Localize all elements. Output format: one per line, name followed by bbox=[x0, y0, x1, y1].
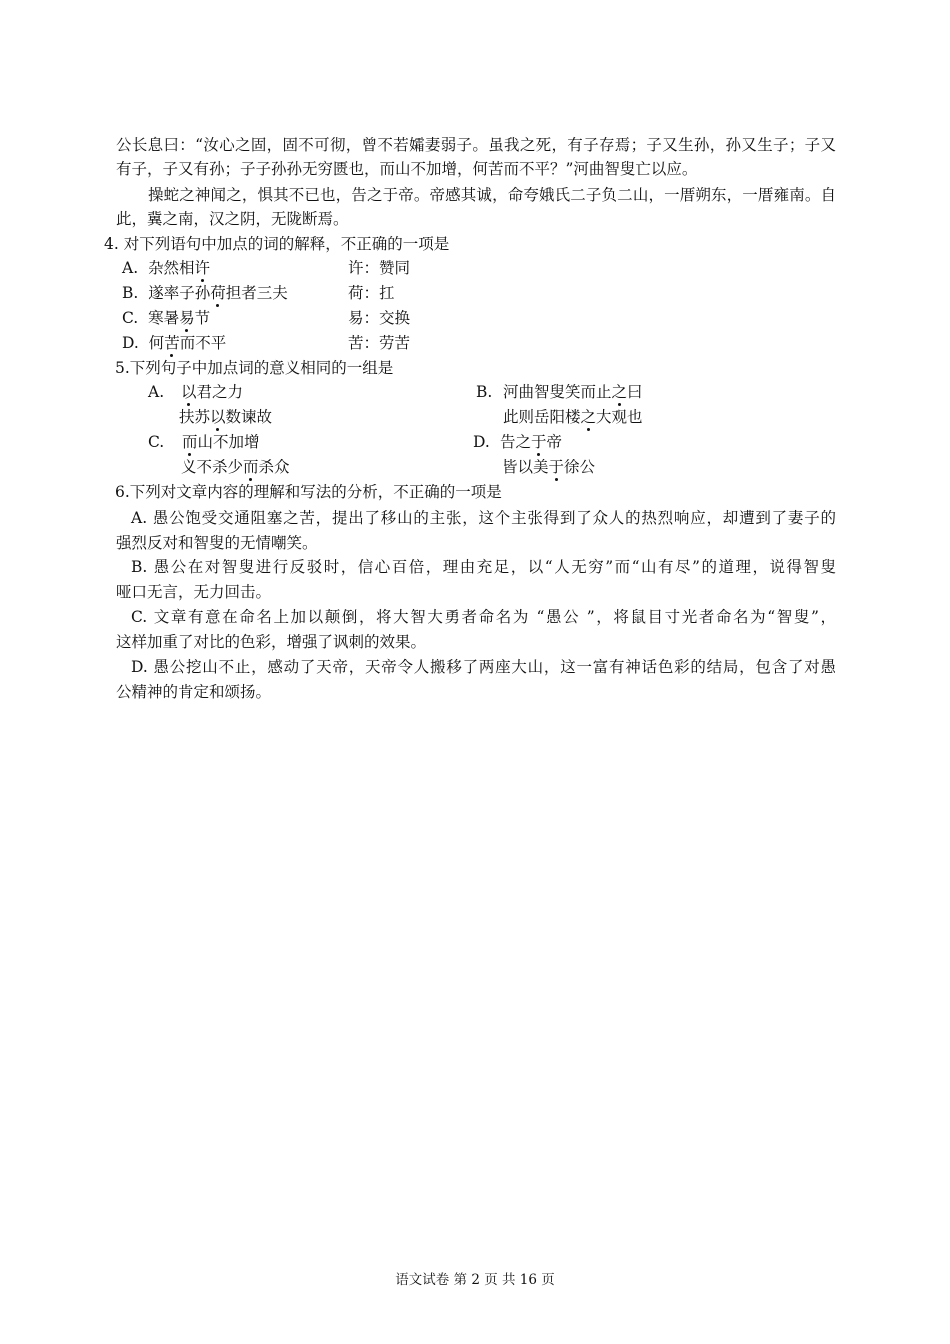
q6-option-b-cont: 哑口无言，无力回击。 bbox=[116, 583, 272, 601]
q5-option-d-letter[interactable]: D. bbox=[473, 433, 490, 451]
q4-option-b[interactable]: B. 遂率子孙荷担者三夫 bbox=[122, 284, 288, 302]
q6-option-c-cont: 这样加重了对比的色彩，增强了讽刺的效果。 bbox=[116, 633, 427, 651]
q4-option-c[interactable]: C. 寒暑易节 bbox=[122, 309, 211, 327]
dotted-word: 之 bbox=[580, 408, 597, 426]
q6-option-d[interactable]: D. 愚公挖山不止，感动了天帝，天帝令人搬移了两座大山，这一富有神话色彩的结局，包含了对愚 bbox=[131, 658, 836, 676]
dotted-word: 以 bbox=[210, 408, 226, 426]
dotted-word: 易 bbox=[179, 309, 195, 327]
q5-option-c-line2: 义不杀少而杀众 bbox=[181, 458, 290, 476]
q4-option-a[interactable]: A. 杂然相许 bbox=[122, 259, 211, 277]
dotted-word: 而 bbox=[243, 458, 259, 476]
q6-option-d-cont: 公精神的肯定和颂扬。 bbox=[116, 683, 272, 701]
passage-line-2: 有子，子又有孙；子子孙孙无穷匮也，而山不加增，何苦而不平？”河曲智叟亡以应。 bbox=[116, 160, 698, 178]
dotted-word: 于 bbox=[548, 458, 565, 476]
dotted-word: 许 bbox=[194, 259, 211, 277]
dotted-word: 荷 bbox=[210, 284, 226, 302]
q5-option-d-line1: 告之于帝 bbox=[500, 433, 563, 451]
q5-option-d-line2: 皆以美于徐公 bbox=[502, 458, 596, 476]
q5-option-c-letter[interactable]: C. bbox=[148, 433, 165, 451]
page-footer: 语文试卷 第 2 页 共 16 页 bbox=[395, 1272, 555, 1288]
q5-option-b-line2: 此则岳阳楼之大观也 bbox=[503, 408, 643, 426]
passage-line-4: 此，冀之南，汉之阴，无陇断焉。 bbox=[116, 210, 349, 228]
q4-gloss-d: 苦：劳苦 bbox=[348, 334, 411, 352]
dotted-word: 而 bbox=[182, 433, 198, 451]
q6-option-b[interactable]: B. 愚公在对智叟进行反驳时，信心百倍，理由充足，以“人无穷”而“山有尽”的道理，说得智叟 bbox=[131, 558, 836, 576]
q4-stem: 4. 对下列语句中加点的词的解释，不正确的一项是 bbox=[104, 235, 450, 253]
q5-option-a-line2: 扶苏以数谏故 bbox=[179, 408, 273, 426]
q6-stem: 6.下列对文章内容的理解和写法的分析，不正确的一项是 bbox=[115, 483, 502, 501]
q5-option-c-line1: 而山不加增 bbox=[182, 433, 260, 451]
q5-option-a-line1: 以君之力 bbox=[181, 383, 244, 401]
q5-option-b-letter[interactable]: B. bbox=[476, 383, 493, 401]
passage-line-3: 操蛇之神闻之，惧其不已也，告之于帝。帝感其诚，命夸娥氏二子负二山，一厝朔东，一厝雍南。自 bbox=[148, 186, 836, 204]
q6-option-a-cont: 强烈反对和智叟的无情嘲笑。 bbox=[116, 534, 318, 552]
passage-line-1: 公长息曰：“汝心之固，固不可彻，曾不若孀妻弱子。虽我之死，有子存焉；子又生孙，孙又生子；子又 bbox=[116, 136, 836, 154]
q4-gloss-c: 易：交换 bbox=[348, 309, 411, 327]
q4-gloss-a: 许：赞同 bbox=[348, 259, 411, 277]
dotted-word: 之 bbox=[611, 383, 628, 401]
q5-stem: 5.下列句子中加点词的意义相同的一组是 bbox=[115, 359, 394, 377]
q6-option-a[interactable]: A. 愚公饱受交通阻塞之苦，提出了移山的主张，这个主张得到了众人的热烈响应，却遭到了妻子的 bbox=[131, 509, 836, 527]
q6-option-c[interactable]: C. 文章有意在命名上加以颠倒，将大智大勇者命名为 “愚公 ”，将鼠目寸光者命名为“智叟”， bbox=[131, 608, 836, 626]
q5-option-b-line1: 河曲智叟笑而止之曰 bbox=[503, 383, 643, 401]
q5-option-a-letter[interactable]: A. bbox=[148, 383, 165, 401]
q4-option-d[interactable]: D. 何苦而不平 bbox=[122, 334, 227, 352]
dotted-word: 苦 bbox=[164, 334, 180, 352]
dotted-word: 以 bbox=[181, 383, 197, 401]
q4-gloss-b: 荷：扛 bbox=[348, 284, 395, 302]
dotted-word: 于 bbox=[531, 433, 547, 451]
